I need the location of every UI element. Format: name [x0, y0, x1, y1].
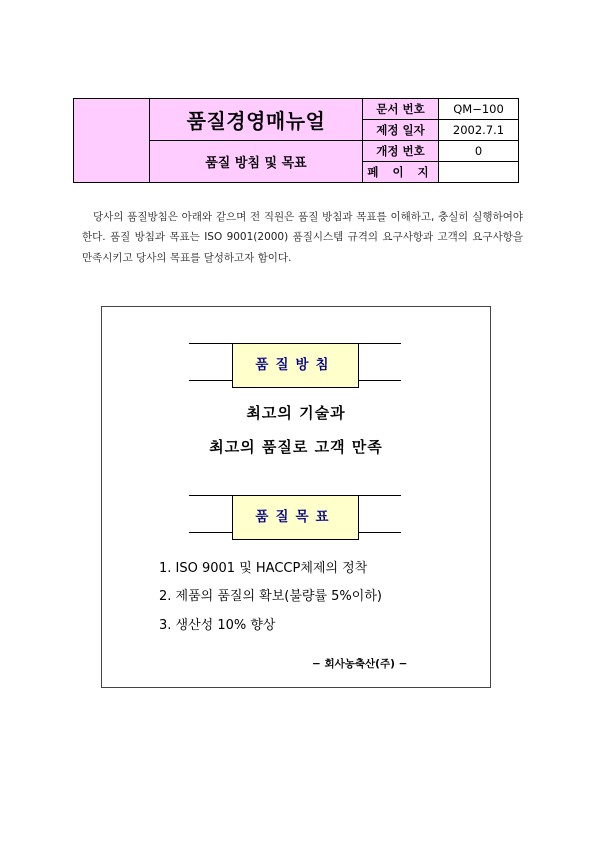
policy-left-bottom-line — [189, 380, 232, 381]
doc-number-label: 문서 번호 — [363, 99, 439, 120]
goal-item-3: 3. 생산성 10% 향상 — [159, 618, 276, 633]
policy-right-top-line — [359, 343, 401, 344]
quality-goal-heading: 품질목표 — [232, 495, 359, 540]
goal-right-bottom-line — [359, 532, 401, 533]
intro-paragraph: 당사의 품질방침은 아래와 같으며 전 직원은 품질 방침과 목표를 이해하고, 충실히 실행하여야 한다. 품질 방침과 목표는 ISO 9001(2000) 품질시스템 규격의 요구사항과 고객의 요구사항을 만족시키고 당사의 목표를 달성하고자 함이다. — [82, 211, 523, 264]
revision-number-value: 0 — [439, 141, 519, 162]
goal-item-2: 2. 제품의 품질의 확보(불량률 5%이하) — [159, 589, 382, 604]
goal-right-top-line — [359, 495, 401, 496]
page-value — [439, 162, 519, 183]
header-blank-cell — [74, 99, 150, 183]
goal-left-bottom-line — [189, 532, 232, 533]
revision-number-label: 개정 번호 — [363, 141, 439, 162]
goal-left-top-line — [189, 495, 232, 496]
company-signature: − 회사농축산(주) − — [312, 658, 408, 670]
quality-policy-heading: 품질방침 — [232, 343, 359, 388]
enactment-date-label: 제정 일자 — [363, 120, 439, 141]
document-header-table — [73, 98, 519, 183]
policy-left-top-line — [189, 343, 232, 344]
policy-right-bottom-line — [359, 380, 401, 381]
document-subtitle: 품질 방침 및 목표 — [150, 141, 363, 183]
enactment-date-value: 2002.7.1 — [439, 120, 519, 141]
page-label: 페 이 지 — [363, 162, 439, 183]
goal-item-1: 1. ISO 9001 및 HACCP체제의 정착 — [159, 561, 368, 576]
policy-line-2: 최고의 품질로 고객 만족 — [209, 438, 383, 456]
document-title: 품질경영매뉴얼 — [150, 99, 363, 141]
policy-line-1: 최고의 기술과 — [246, 404, 346, 422]
doc-number-value: QM−100 — [439, 99, 519, 120]
